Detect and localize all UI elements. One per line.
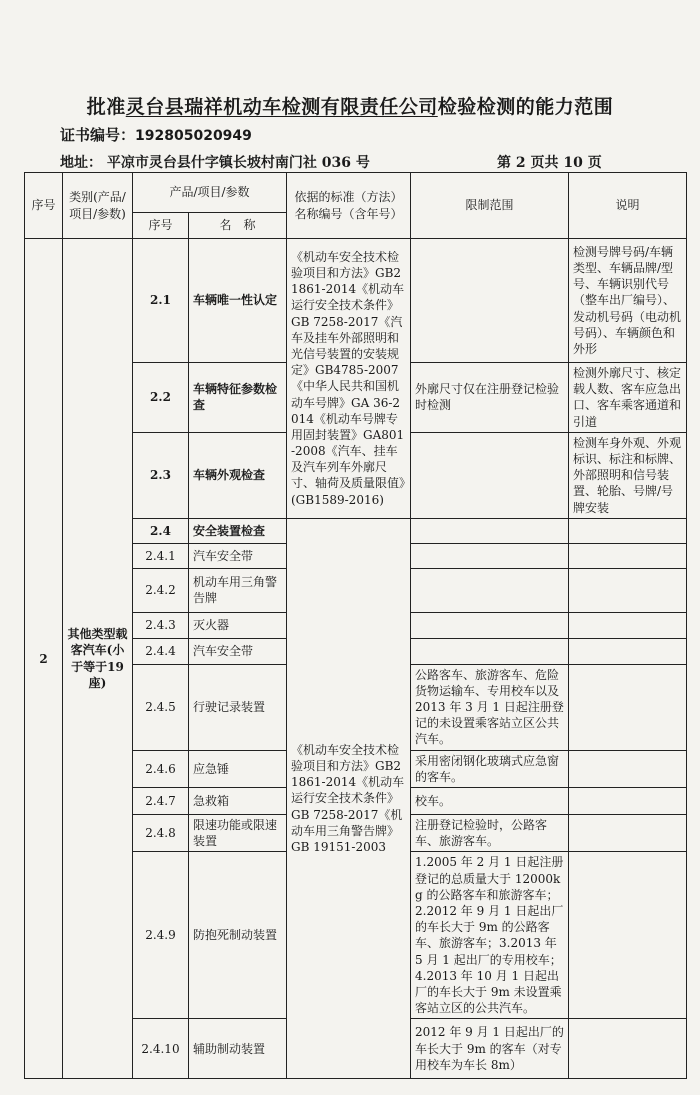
address: 地址： 平凉市灵台县什字镇长坡村南门社 036 号 (60, 155, 370, 171)
row-number: 2.4 (133, 518, 189, 543)
row-name: 机动车用三角警告牌 (189, 568, 287, 612)
row-limit: 公路客车、旅游客车、危险货物运输车、专用校车以及 2013 年 3 月 1 日起注册登记的未设置乘客站立区公共汽车。 (411, 664, 569, 750)
cert-number: 192805020949 (135, 128, 252, 144)
row-note (569, 568, 687, 612)
standard-cell-a: 《机动车安全技术检验项目和方法》GB21861-2014《机动车运行安全技术条件》GB 7258-2017《汽车及挂车外部照明和光信号装置的安装规定》GB4785-2007《中华人民共和国机动车号牌》GA 36-2014《机动车号牌专用固封装置》GA801-2008《汽车、挂车及汽车列车外廓尺寸、轴荷及质量限值》(GB1589-2016) (287, 239, 411, 519)
row-note (569, 852, 687, 1019)
title-suffix: 检验检测的能力范围 (437, 96, 614, 118)
row-name: 防抱死制动装置 (189, 852, 287, 1019)
header-row (25, 173, 687, 213)
col-sub-seq: 序号 (133, 213, 189, 239)
col-limit: 限制范围 (411, 173, 569, 239)
row-note (569, 750, 687, 787)
row-limit (411, 239, 569, 363)
group-seq: 2 (25, 239, 63, 1079)
row-limit: 2012 年 9 月 1 日起出厂的车长大于 9m 的客车（对专用校车为车长 8m） (411, 1019, 569, 1079)
row-note (569, 664, 687, 750)
col-seq: 序号 (25, 173, 63, 239)
title-prefix: 批准 (86, 96, 126, 118)
row-name: 辅助制动装置 (189, 1019, 287, 1079)
col-category: 类别(产品/项目/参数) (63, 173, 133, 239)
group-category: 其他类型载客汽车(小于等于19座) (63, 239, 133, 1079)
col-product: 产品/项目/参数 (133, 173, 287, 213)
row-number: 2.1 (133, 239, 189, 363)
row-limit (411, 543, 569, 568)
row-name: 应急锤 (189, 750, 287, 787)
row-number: 2.4.9 (133, 852, 189, 1019)
row-note (569, 518, 687, 543)
row-note (569, 612, 687, 638)
row-number: 2.4.1 (133, 543, 189, 568)
row-name: 车辆外观检查 (189, 432, 287, 518)
row-number: 2.4.10 (133, 1019, 189, 1079)
table-row (25, 239, 687, 363)
company-name: 灵台县瑞祥机动车检测有限责任公司 (125, 96, 438, 118)
row-number: 2.4.8 (133, 815, 189, 852)
row-name: 汽车安全带 (189, 543, 287, 568)
certificate-line (60, 124, 252, 145)
row-note: 检测车身外观、外观标识、标注和标牌、外部照明和信号装置、轮胎、号牌/号牌安装 (569, 432, 687, 518)
col-name: 名 称 (189, 213, 287, 239)
cert-label: 证书编号： (60, 126, 136, 144)
row-number: 2.2 (133, 363, 189, 433)
row-limit (411, 612, 569, 638)
document-title (0, 92, 700, 119)
row-limit (411, 518, 569, 543)
row-note: 检测号牌号码/车辆类型、车辆品牌/型号、车辆识别代号（整车出厂编号）、发动机号码（电动机号码）、车辆颜色和外形 (569, 239, 687, 363)
row-limit: 注册登记检验时，公路客车、旅游客车。 (411, 815, 569, 852)
row-name: 车辆特征参数检查 (189, 363, 287, 433)
row-name: 车辆唯一性认定 (189, 239, 287, 363)
capability-table (24, 172, 687, 1079)
row-name: 安全装置检查 (189, 518, 287, 543)
row-note (569, 788, 687, 815)
row-name: 行驶记录装置 (189, 664, 287, 750)
row-number: 2.4.2 (133, 568, 189, 612)
row-number: 2.4.6 (133, 750, 189, 787)
row-note (569, 815, 687, 852)
row-name: 汽车安全带 (189, 638, 287, 664)
row-limit: 1.2005 年 2 月 1 日起注册登记的总质量大于 12000kg 的公路客车和旅游客车；2.2012 年 9 月 1 日起出厂的车长大于 9m 的公路客车、旅游客车；3.2013 年 5 月 1 起出厂的专用校车；4.2013 年 10 月 1 日起出厂的车长大于 9m 未设置乘客站立区的公共汽车。 (411, 852, 569, 1019)
row-limit: 采用密闭钢化玻璃式应急窗的客车。 (411, 750, 569, 787)
row-note: 检测外廓尺寸、核定载人数、客车应急出口、客车乘客通道和引道 (569, 363, 687, 433)
row-note (569, 1019, 687, 1079)
page-number: 第 2 页共 10 页 (497, 155, 602, 171)
col-note: 说明 (569, 173, 687, 239)
row-note (569, 543, 687, 568)
row-limit: 校车。 (411, 788, 569, 815)
row-name: 限速功能或限速装置 (189, 815, 287, 852)
row-limit (411, 568, 569, 612)
standard-cell-b: 《机动车安全技术检验项目和方法》GB21861-2014《机动车运行安全技术条件》GB 7258-2017《机动车用三角警告牌》GB 19151-2003 (287, 518, 411, 1079)
row-number: 2.4.3 (133, 612, 189, 638)
row-name: 灭火器 (189, 612, 287, 638)
row-limit: 外廓尺寸仅在注册登记检验时检测 (411, 363, 569, 433)
row-name: 急救箱 (189, 788, 287, 815)
row-number: 2.4.7 (133, 788, 189, 815)
col-standard: 依据的标准（方法）名称编号（含年号） (287, 173, 411, 239)
row-limit (411, 638, 569, 664)
row-number: 2.4.4 (133, 638, 189, 664)
row-limit (411, 432, 569, 518)
row-note (569, 638, 687, 664)
row-number: 2.4.5 (133, 664, 189, 750)
row-number: 2.3 (133, 432, 189, 518)
